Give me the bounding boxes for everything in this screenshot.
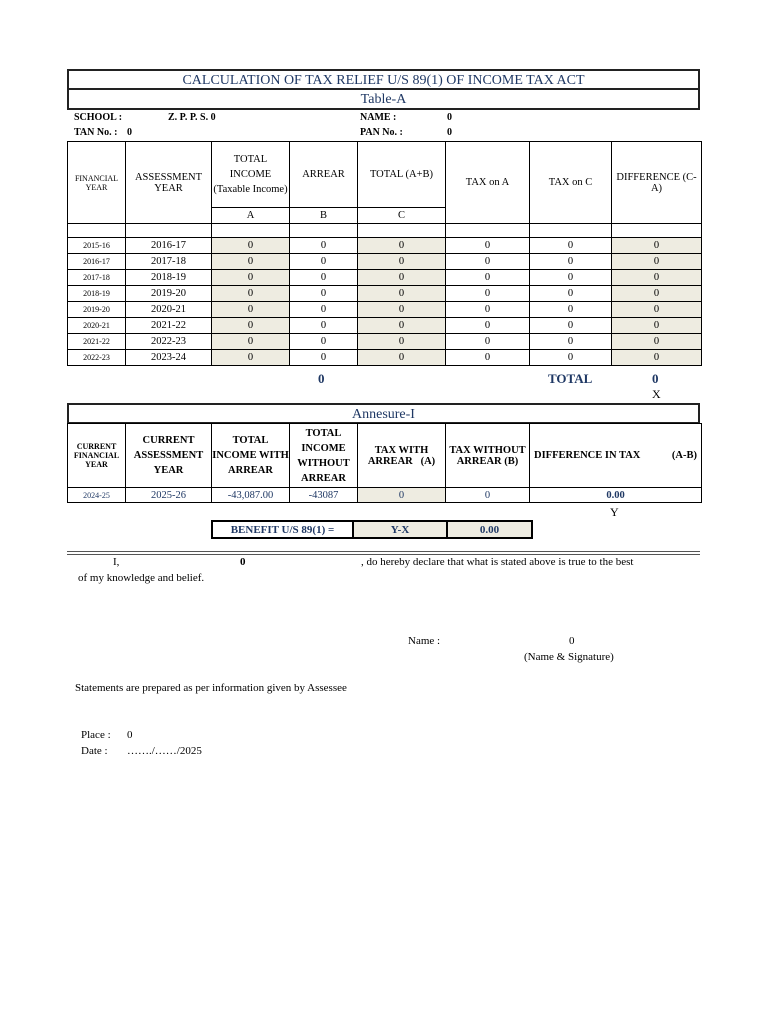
signature-name-label: Name : [408, 635, 441, 647]
date-value: ……./……/2025 [127, 745, 202, 757]
diff-formula: (A-B) [671, 450, 697, 461]
cell-ay: 2020-21 [126, 302, 212, 318]
school-value: Z. P. P. S. 0 [168, 112, 216, 123]
cell-diff: 0 [612, 350, 702, 366]
total-label: TOTAL [548, 371, 593, 386]
cell-diff: 0 [612, 270, 702, 286]
y-label: Y [610, 505, 619, 519]
header-current-assessment-year: CURRENT ASSESSMENT YEAR [126, 424, 212, 488]
cell-diff: 0 [612, 318, 702, 334]
cell-tax-a: 0 [446, 334, 530, 350]
table-row [68, 270, 702, 286]
table-row [68, 238, 702, 254]
cell-diff: 0 [612, 334, 702, 350]
cell-tax-a: 0 [446, 318, 530, 334]
cell-a: 0 [212, 302, 290, 318]
cell-tax-c: 0 [530, 270, 612, 286]
header-current-financial-year: CURRENT FINANCIAL YEAR [68, 424, 126, 488]
cell-ay: 2019-20 [126, 286, 212, 302]
cell-tax-c: 0 [530, 318, 612, 334]
declaration-name: 0 [240, 556, 246, 568]
cell-a: 0 [212, 254, 290, 270]
date-label: Date : [81, 745, 108, 757]
annexure-diff: 0.00 [530, 488, 702, 503]
name-value: 0 [447, 112, 452, 123]
table-row [68, 350, 702, 366]
cell-b: 0 [290, 334, 358, 350]
annexure-title: Annesure-I [67, 403, 700, 424]
benefit-formula: Y-X [353, 521, 447, 538]
cell-tax-c: 0 [530, 302, 612, 318]
cell-tax-c: 0 [530, 238, 612, 254]
pan-label: PAN No. : [360, 127, 403, 138]
annexure-cay: 2025-26 [126, 488, 212, 503]
cell-b: 0 [290, 318, 358, 334]
statement-text: Statements are prepared as per information given by Assessee [75, 682, 347, 694]
cell-b: 0 [290, 286, 358, 302]
cell-tax-a: 0 [446, 286, 530, 302]
cell-fy: 2015-16 [68, 238, 126, 254]
table-row [68, 254, 702, 270]
header-arrear: ARREAR [290, 142, 358, 208]
cell-tax-c: 0 [530, 286, 612, 302]
cell-fy: 2019-20 [68, 302, 126, 318]
cell-tax-a: 0 [446, 350, 530, 366]
header-tax-on-a: TAX on A [446, 142, 530, 224]
cell-a: 0 [212, 286, 290, 302]
cell-diff: 0 [612, 238, 702, 254]
table-row [68, 286, 702, 302]
cell-c: 0 [358, 238, 446, 254]
divider-top [67, 551, 700, 552]
cell-ay: 2017-18 [126, 254, 212, 270]
header-col-a: A [212, 208, 290, 224]
annexure-with: -43,087.00 [212, 488, 290, 503]
arrear-sum: 0 [318, 371, 325, 386]
page-title: CALCULATION OF TAX RELIEF U/S 89(1) OF INCOME TAX ACT [67, 69, 700, 90]
cell-ay: 2023-24 [126, 350, 212, 366]
cell-a: 0 [212, 334, 290, 350]
cell-b: 0 [290, 350, 358, 366]
cell-fy: 2022-23 [68, 350, 126, 366]
name-label: NAME : [360, 112, 397, 123]
annexure-without: -43087 [290, 488, 358, 503]
cell-diff: 0 [612, 254, 702, 270]
table-row [68, 318, 702, 334]
header-assessment-year: ASSESSMENT YEAR [126, 142, 212, 224]
total-value: 0 [652, 371, 659, 386]
benefit-table [211, 520, 533, 539]
pan-value: 0 [447, 127, 452, 138]
school-label: SCHOOL : [74, 112, 123, 123]
header-col-b: B [290, 208, 358, 224]
benefit-value: 0.00 [447, 521, 532, 538]
header-tax-without-arrear: TAX WITHOUT ARREAR (B) [446, 424, 530, 488]
annexure-table [67, 423, 702, 503]
signature-name-value: 0 [569, 635, 575, 647]
header-difference-in-tax [530, 424, 702, 488]
cell-tax-a: 0 [446, 254, 530, 270]
place-value: 0 [127, 729, 133, 741]
cell-c: 0 [358, 286, 446, 302]
header-financial-year: FINANCIAL YEAR [68, 142, 126, 224]
cell-diff: 0 [612, 302, 702, 318]
cell-tax-c: 0 [530, 334, 612, 350]
declaration-text-2: of my knowledge and belief. [78, 572, 205, 584]
cell-a: 0 [212, 350, 290, 366]
annexure-cfy: 2024-25 [68, 488, 126, 503]
annexure-tax-with: 0 [358, 488, 446, 503]
header-total-income: TOTAL INCOME (Taxable Income) [212, 142, 290, 208]
cell-ay: 2018-19 [126, 270, 212, 286]
declaration-i: I, [113, 556, 120, 568]
header-difference: DIFFERENCE (C-A) [612, 142, 702, 224]
cell-ay: 2016-17 [126, 238, 212, 254]
cell-diff: 0 [612, 286, 702, 302]
cell-c: 0 [358, 270, 446, 286]
cell-b: 0 [290, 270, 358, 286]
header-total-ab: TOTAL (A+B) [358, 142, 446, 208]
cell-ay: 2021-22 [126, 318, 212, 334]
declaration-text-1: , do hereby declare that what is stated above is true to the best [361, 556, 634, 568]
cell-c: 0 [358, 318, 446, 334]
cell-fy: 2021-22 [68, 334, 126, 350]
cell-a: 0 [212, 318, 290, 334]
cell-b: 0 [290, 238, 358, 254]
cell-c: 0 [358, 350, 446, 366]
x-label: X [652, 387, 661, 401]
cell-fy: 2017-18 [68, 270, 126, 286]
divider-bottom [67, 554, 700, 555]
cell-b: 0 [290, 302, 358, 318]
cell-tax-a: 0 [446, 302, 530, 318]
cell-ay: 2022-23 [126, 334, 212, 350]
cell-tax-a: 0 [446, 270, 530, 286]
cell-c: 0 [358, 302, 446, 318]
header-income-with-arrear: TOTAL INCOME WITH ARREAR [212, 424, 290, 488]
header-tax-with-arrear: TAX WITH ARREAR (A) [358, 424, 446, 488]
cell-b: 0 [290, 254, 358, 270]
table-a [67, 141, 702, 366]
header-income-without-arrear: TOTAL INCOME WITHOUT ARREAR [290, 424, 358, 488]
benefit-label: BENEFIT U/S 89(1) = [212, 521, 353, 538]
signature-caption: (Name & Signature) [524, 651, 614, 663]
table-row [68, 302, 702, 318]
place-label: Place : [81, 729, 111, 741]
cell-tax-a: 0 [446, 238, 530, 254]
annexure-tax-without: 0 [446, 488, 530, 503]
table-row [68, 334, 702, 350]
table-a-title: Table-A [67, 89, 700, 110]
tan-value: 0 [127, 127, 132, 138]
tan-label: TAN No. : [74, 127, 118, 138]
cell-a: 0 [212, 238, 290, 254]
cell-c: 0 [358, 334, 446, 350]
cell-fy: 2018-19 [68, 286, 126, 302]
cell-tax-c: 0 [530, 254, 612, 270]
diff-label: DIFFERENCE IN TAX [534, 450, 641, 461]
cell-fy: 2020-21 [68, 318, 126, 334]
cell-a: 0 [212, 270, 290, 286]
header-tax-on-c: TAX on C [530, 142, 612, 224]
cell-c: 0 [358, 254, 446, 270]
cell-fy: 2016-17 [68, 254, 126, 270]
header-col-c: C [358, 208, 446, 224]
cell-tax-c: 0 [530, 350, 612, 366]
